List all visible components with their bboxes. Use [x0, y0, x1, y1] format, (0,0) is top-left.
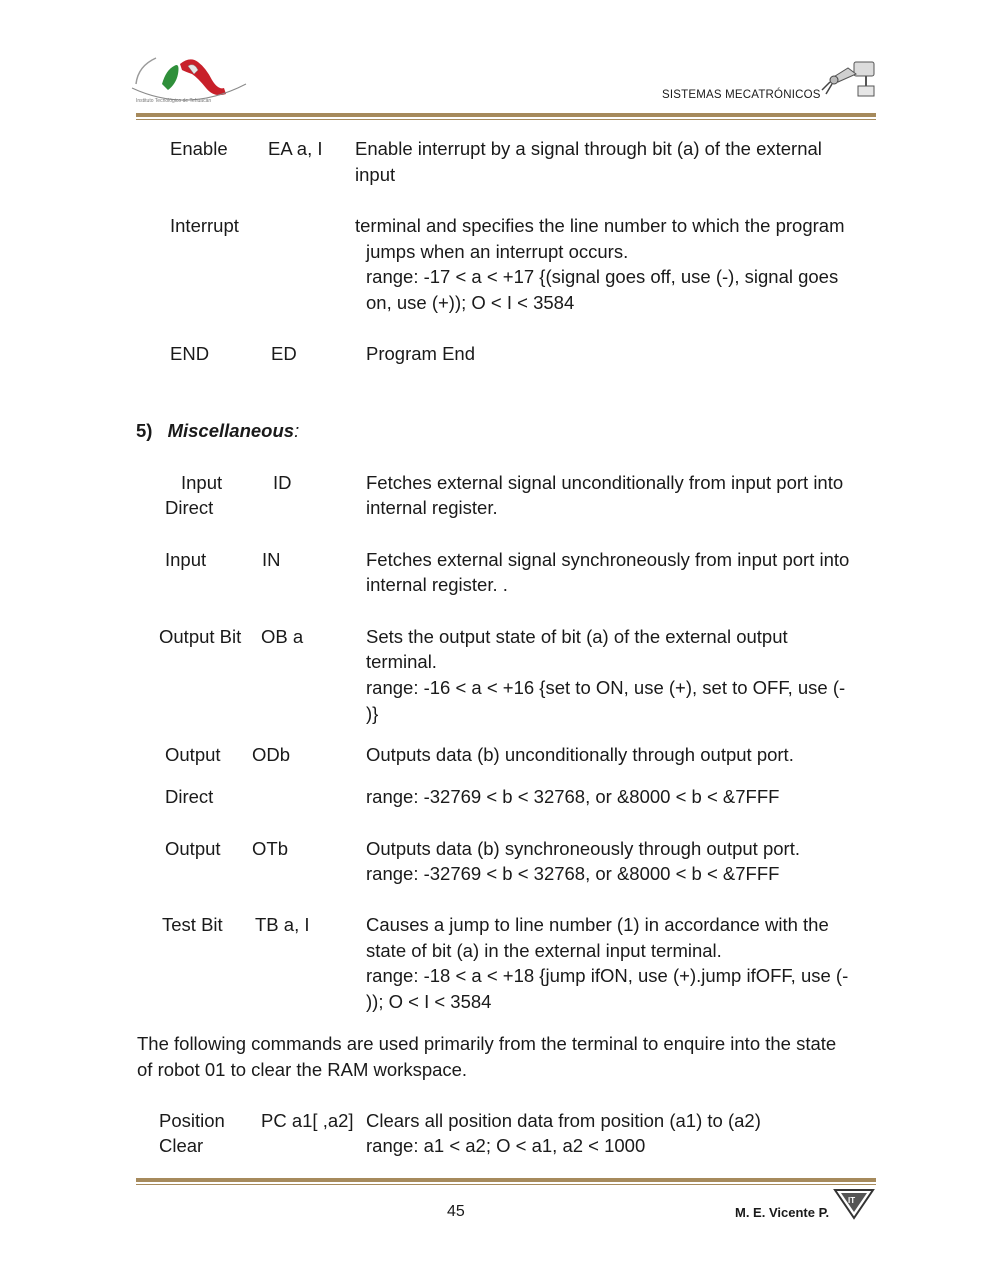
command-name: Direct	[165, 497, 214, 518]
command-code: ED	[271, 343, 297, 364]
command-description-line: Program End	[366, 343, 475, 364]
command-description-line: Fetches external signal unconditionally from input port into	[366, 472, 844, 493]
command-name: Output	[165, 744, 221, 765]
footer-divider	[136, 1178, 876, 1182]
command-description-line: range: -16 < a < +16 {set to ON, use (+), set to OFF, use (-	[366, 677, 846, 698]
command-name: END	[170, 343, 210, 364]
section-title: Miscellaneous	[167, 420, 295, 441]
header-title: SISTEMAS MECATRÓNICOS	[662, 89, 821, 101]
command-description-line: Clears all position data from position (a1) to (a2)	[366, 1110, 761, 1131]
command-description-line: Enable interrupt by a signal through bit (a) of the external	[355, 138, 822, 159]
command-code: OB a	[261, 626, 304, 647]
command-description-line: jumps when an interrupt occurs.	[366, 241, 629, 262]
command-description-line: internal register. .	[366, 574, 508, 595]
robot-arm-icon	[818, 56, 878, 100]
command-code: PC a1[ ,a2]	[261, 1110, 354, 1131]
command-description-line: on, use (+)); O < I < 3584	[366, 292, 575, 313]
logo-lettering: Instituto Tecnológico de Tehuacán	[136, 98, 212, 104]
emblem-lettering: IT	[848, 1196, 856, 1205]
command-name: Enable	[170, 138, 228, 159]
header-divider-thin	[136, 119, 876, 120]
command-code: ID	[273, 472, 292, 493]
command-name: Test Bit	[162, 914, 223, 935]
command-code: EA a, I	[268, 138, 323, 159]
command-name: Position	[159, 1110, 225, 1131]
command-description-line: internal register.	[366, 497, 498, 518]
command-description-line: range: -18 < a < +18 {jump ifON, use (+).jump ifOFF, use (-	[366, 965, 849, 986]
section-heading	[136, 418, 299, 444]
command-code: IN	[262, 549, 281, 570]
author-name: M. E. Vicente P.	[735, 1205, 830, 1220]
command-description-line: input	[355, 164, 396, 185]
command-code: OTb	[252, 838, 288, 859]
command-description-line: Fetches external signal synchroneously from input port into	[366, 549, 850, 570]
command-name: Input	[165, 549, 207, 570]
header-divider	[136, 113, 876, 117]
command-code: ODb	[252, 744, 291, 765]
command-description-line: Sets the output state of bit (a) of the external output	[366, 626, 788, 647]
command-description-line: )); O < I < 3584	[366, 991, 492, 1012]
command-description-line: Outputs data (b) unconditionally through output port.	[366, 744, 794, 765]
command-name: Output Bit	[159, 626, 242, 647]
institute-logo	[128, 44, 252, 112]
command-description-line: Outputs data (b) synchroneously through output port.	[366, 838, 800, 859]
command-description-line: range: a1 < a2; O < a1, a2 < 1000	[366, 1135, 646, 1156]
section-number: 5)	[136, 420, 153, 441]
command-name: Interrupt	[170, 215, 239, 236]
command-description-line: terminal and specifies the line number to which the program	[355, 215, 845, 236]
command-description-line: )}	[366, 703, 379, 724]
command-description-line: terminal.	[366, 651, 437, 672]
body-paragraph-line: The following commands are used primarily from the terminal to enquire into the state	[137, 1033, 837, 1054]
body-paragraph-line: of robot 01 to clear the RAM workspace.	[137, 1059, 468, 1080]
command-name: Clear	[159, 1135, 204, 1156]
command-name: Output	[165, 838, 221, 859]
command-description-line: Causes a jump to line number (1) in accordance with the	[366, 914, 829, 935]
command-name: Direct	[165, 786, 214, 807]
command-code: TB a, I	[255, 914, 310, 935]
page-number: 45	[447, 1203, 465, 1220]
command-name: Input	[181, 472, 223, 493]
footer-divider-thin	[136, 1184, 876, 1185]
command-description-line: state of bit (a) in the external input terminal.	[366, 940, 722, 961]
command-description-line: range: -32769 < b < 32768, or &8000 < b < &7FFF	[366, 863, 780, 884]
emblem-icon	[833, 1188, 875, 1220]
command-description-line: range: -32769 < b < 32768, or &8000 < b < &7FFF	[366, 786, 780, 807]
command-description-line: range: -17 < a < +17 {(signal goes off, use (-), signal goes	[366, 266, 839, 287]
section-colon: :	[294, 420, 300, 441]
